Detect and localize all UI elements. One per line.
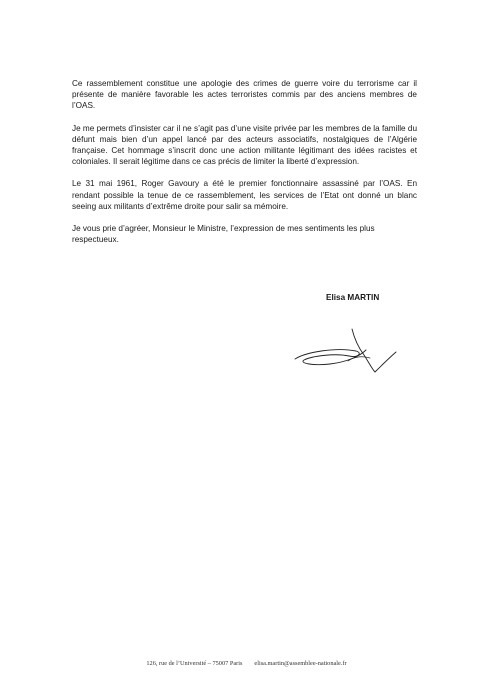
letter-body [72, 78, 417, 256]
letter-footer [0, 660, 493, 667]
paragraph-apology: Ce rassemblement constitue une apologie des crimes de guerre voire du terrorisme car il présente de manière favorable les actes terroristes commis par des anciens membres de l’OAS. [72, 79, 417, 111]
footer-email: elisa.martin@assemblee-nationale.fr [254, 660, 347, 667]
paragraph-closing: Je vous prie d’agréer, Monsieur le Ministre, l’expression de mes sentiments les plus respectueux. [72, 224, 375, 245]
paragraph-insist: Je me permets d’insister car il ne s’agit pas d’une visite privée par les membres de la famille du défunt mais bien d’un appel lancé par des acteurs associatifs, nostalgiques de l’Algérie française. Cet hommage s’inscrit donc une action militante légitimant des idées racistes et coloniales. Il serait légitime dans ce cas précis de limiter la liberté d’expression. [72, 123, 417, 167]
handwritten-signature [292, 325, 412, 375]
signer-name: Elisa MARTIN [326, 293, 380, 302]
footer-address: 126, rue de l’Université – 75007 Paris [146, 660, 243, 667]
paragraph-gavoury: Le 31 mai 1961, Roger Gavoury a été le premier fonctionnaire assassiné par l’OAS. En rendant possible la tenue de ce rassemblement, les services de l’Etat ont donné un blanc seeing aux militants d’extrême droite pour salir sa mémoire. [72, 179, 417, 211]
